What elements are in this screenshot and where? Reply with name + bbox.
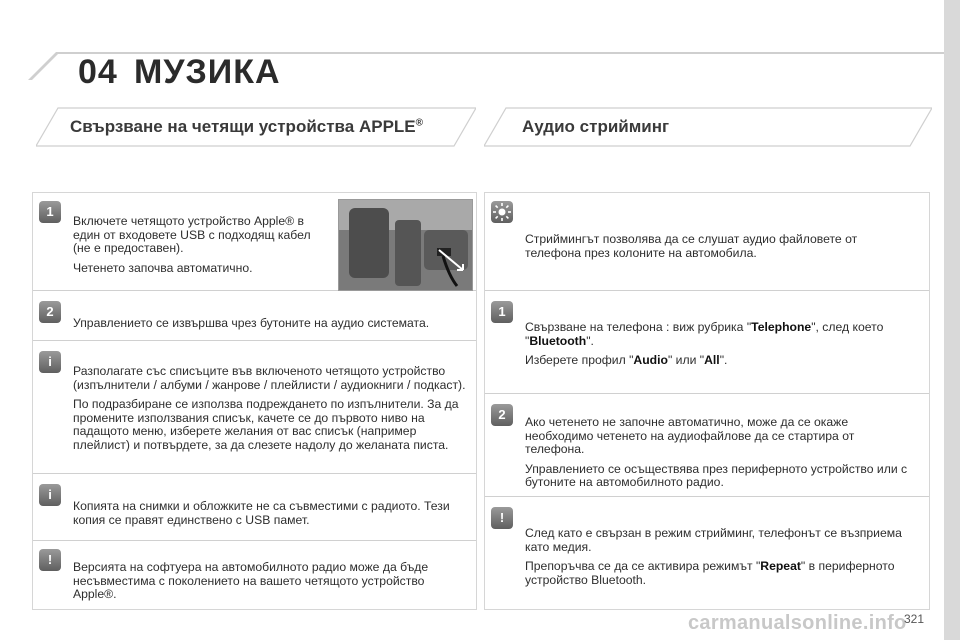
left-item-2-text: Управлението се извършва чрез бутоните на аудио системата. — [73, 316, 430, 330]
usb-connection-photo — [338, 199, 473, 291]
right-item-4 — [485, 497, 929, 609]
step-1-badge: 1 — [491, 301, 513, 323]
left-item-5-text: Версията на софтуера на автомобилното радио може да бъде несъвместима с поколението на вашето четящото устройство Apple®. — [73, 560, 429, 602]
right-section-header — [484, 106, 932, 148]
left-item-1 — [33, 193, 476, 291]
warning-icon: ! — [491, 507, 513, 529]
left-item-5 — [33, 541, 476, 609]
right-item-3 — [485, 394, 929, 497]
step-2-badge: 2 — [491, 404, 513, 426]
left-item-4-text: Копията на снимки и обложките не са съвместими с радиото. Тези копия се правят единствено с USB памет. — [73, 499, 450, 527]
step-2-badge: 2 — [39, 301, 61, 323]
right-item-2-text: Свързване на телефона : виж рубрика "Telephone", след което "Bluetooth". Изберете профил "Audio" или "All". — [525, 320, 884, 368]
right-item-3-text: Ако четенето не започне автоматично, може да се окаже необходимо четенето на аудиофайлове да се стартира от телефона. Управлението се осъществява през периферното устройство или с бутоните на автомобилното радио. — [525, 415, 908, 490]
left-section-title: Свързване на четящи устройства APPLE® — [70, 117, 424, 136]
left-item-3-text: Разполагате със списъците във включеното четящото устройство (изпълнители / албуми / жанрове / плейлисти / аудиокниги / подкаст). По подразбиране се използва подреждането по изпълнители. За да промените използвания списък, качете се до първото ниво на падащото меню, изберете желания от вас списък (например плейлист) и потвърдете, за да слезете надолу до желаната писта. — [73, 364, 466, 452]
info-icon: i — [39, 484, 61, 506]
right-item-1 — [485, 193, 929, 291]
right-info-panel — [484, 192, 930, 610]
page-number: 321 — [904, 612, 925, 626]
left-item-2 — [33, 291, 476, 341]
chapter-title: МУЗИКА — [134, 53, 281, 91]
chapter-number: 04 — [78, 53, 118, 91]
left-item-3 — [33, 341, 476, 474]
left-info-panel — [32, 192, 477, 610]
info-icon: i — [39, 351, 61, 373]
step-1-badge: 1 — [39, 201, 61, 223]
left-item-4 — [33, 474, 476, 541]
sun-icon — [491, 201, 513, 223]
right-item-4-text: След като е свързан в режим стрийминг, телефонът се възприема като медия. Препоръчва се да се активира режимът "Repeat" в периферното устройство Bluetooth. — [525, 526, 902, 587]
left-section-header — [36, 106, 476, 148]
warning-icon: ! — [39, 549, 61, 571]
page-edge-bar — [944, 0, 960, 640]
right-item-2 — [485, 291, 929, 394]
left-item-1-text: Включете четящото устройство Apple® в един от входовете USB с подходящ кабел (не е предоставен). Четенето започва автоматично. — [73, 214, 311, 275]
watermark: carmanualsonline.info — [688, 612, 907, 634]
right-item-1-text: Стриймингът позволява да се слушат аудио файловете от телефона през колоните на автомобила. — [525, 232, 858, 260]
right-section-title: Аудио стрийминг — [522, 117, 670, 136]
